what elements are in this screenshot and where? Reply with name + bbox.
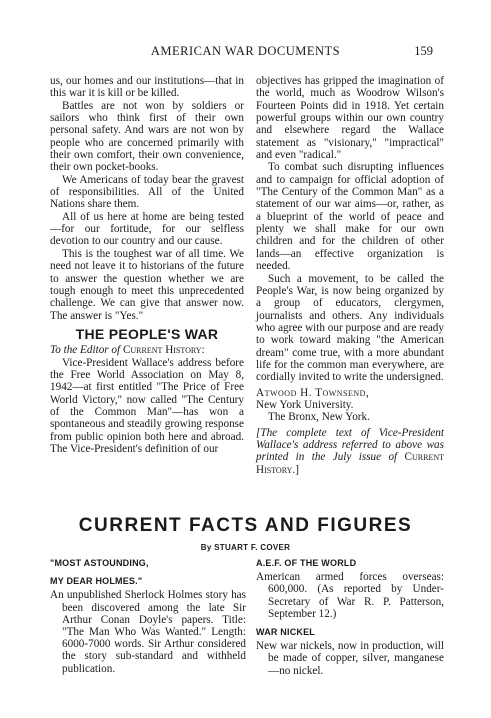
- salutation-post: :: [201, 344, 205, 357]
- editor-note: [The complete text of Vice-President Wallace's address referred to above was printed in the July issue of Current History.]: [256, 426, 444, 476]
- salutation-pre: To the Editor of: [50, 344, 123, 357]
- paragraph: We Americans of today bear the gravest of responsibilities. All of the United Nations share them.: [50, 173, 244, 211]
- publication-name: Current History: [122, 344, 202, 357]
- item-heading: "MOST ASTOUNDING,: [50, 558, 149, 568]
- page-header: [0, 44, 491, 64]
- salutation: [50, 344, 244, 356]
- section-heading: THE PEOPLE'S WAR: [75, 325, 219, 342]
- item-text: American armed forces overseas: 600,000. (As reported by Under-Secretary of War R. P. Patterson, September 12.): [256, 571, 444, 620]
- paragraph: All of us here at home are being tested—for our fortitude, for our selfless devotion to our country and our cause.: [50, 210, 244, 248]
- signature-place: The Bronx, New York.: [268, 411, 370, 424]
- facts-right-column: [256, 557, 444, 677]
- paragraph: Battles are not won by soldiers or sailors who think first of their own personal safety. And wars are not won by people who are concerned primarily with their own comfort, their own convenience, their own pocket-books.: [50, 99, 244, 174]
- signature-org: New York University.: [256, 398, 354, 411]
- paragraph: us, our homes and our institutions—that in this war it is kill or be killed.: [50, 75, 244, 100]
- note-text: The complete text of Vice-President Wallace's address referred to above was printed in the July issue of: [256, 426, 444, 464]
- item-heading: MY DEAR HOLMES.": [50, 576, 143, 587]
- item-text: An unpublished Sherlock Holmes story has been discovered among the late Sir Arthur Conan Doyle's papers. Title: "The Man Who Was Wanted." Length: 6000-7000 words. Sir Arthur considered the story sub-standard and withheld publication.: [50, 589, 246, 675]
- paragraph: Such a movement, to be called the People's War, is now being organized by a group of educators, clergymen, journalists and others. Any individuals who agree with our purpose and are ready to work toward making "the American dream" come true, with a more abundant life for the common man everywhere, are cordially invited to write the undersigned.: [256, 272, 444, 384]
- facts-title: CURRENT FACTS AND FIGURES: [78, 515, 413, 536]
- right-column: [256, 75, 444, 476]
- paragraph: Vice-President Wallace's address before the Free World Association on May 8, 1942—at first entitled "The Price of Free World Victory," now called "The Century of the Common Man"—has won a spontaneous and steadily growing response from public opinion both here and abroad. The Vice-President's definition of our: [50, 356, 244, 455]
- page-number: 159: [414, 44, 433, 58]
- publication-name: Current History: [256, 451, 444, 476]
- paragraph: This is the toughest war of all time. We need not leave it to historians of the future to answer the question whether we are tough enough to meet this unprecedented challenge. We can give that answer now. The answer is "Yes.": [50, 247, 244, 322]
- item-text: New war nickels, now in production, will be made of copper, silver, manganese—no nickel.: [256, 640, 444, 677]
- signature-name: Atwood H. Townsend,: [256, 386, 370, 399]
- running-title: AMERICAN WAR DOCUMENTS: [150, 44, 341, 58]
- paragraph: objectives has gripped the imagination of the world, much as Woodrow Wilson's Fourteen Points did in 1918. Yet certain powerful groups within our own country and elsewhere regard the Wallace statement as "visionary," "impractical" and even "radical.": [256, 75, 444, 162]
- facts-left-column: [50, 557, 246, 675]
- byline: By STUART F. COVER: [200, 543, 291, 552]
- paragraph: To combat such disrupting influences and to campaign for official adoption of "The Century of the Common Man" as a statement of our war aims—or, rather, as a blueprint of the world of peace and plenty we shall make for our own children and for the children of other lands—an effective organization is needed.: [256, 161, 444, 273]
- left-column: [50, 75, 244, 455]
- item-heading: WAR NICKEL: [256, 627, 315, 638]
- item-heading: A.E.F. OF THE WORLD: [256, 558, 357, 568]
